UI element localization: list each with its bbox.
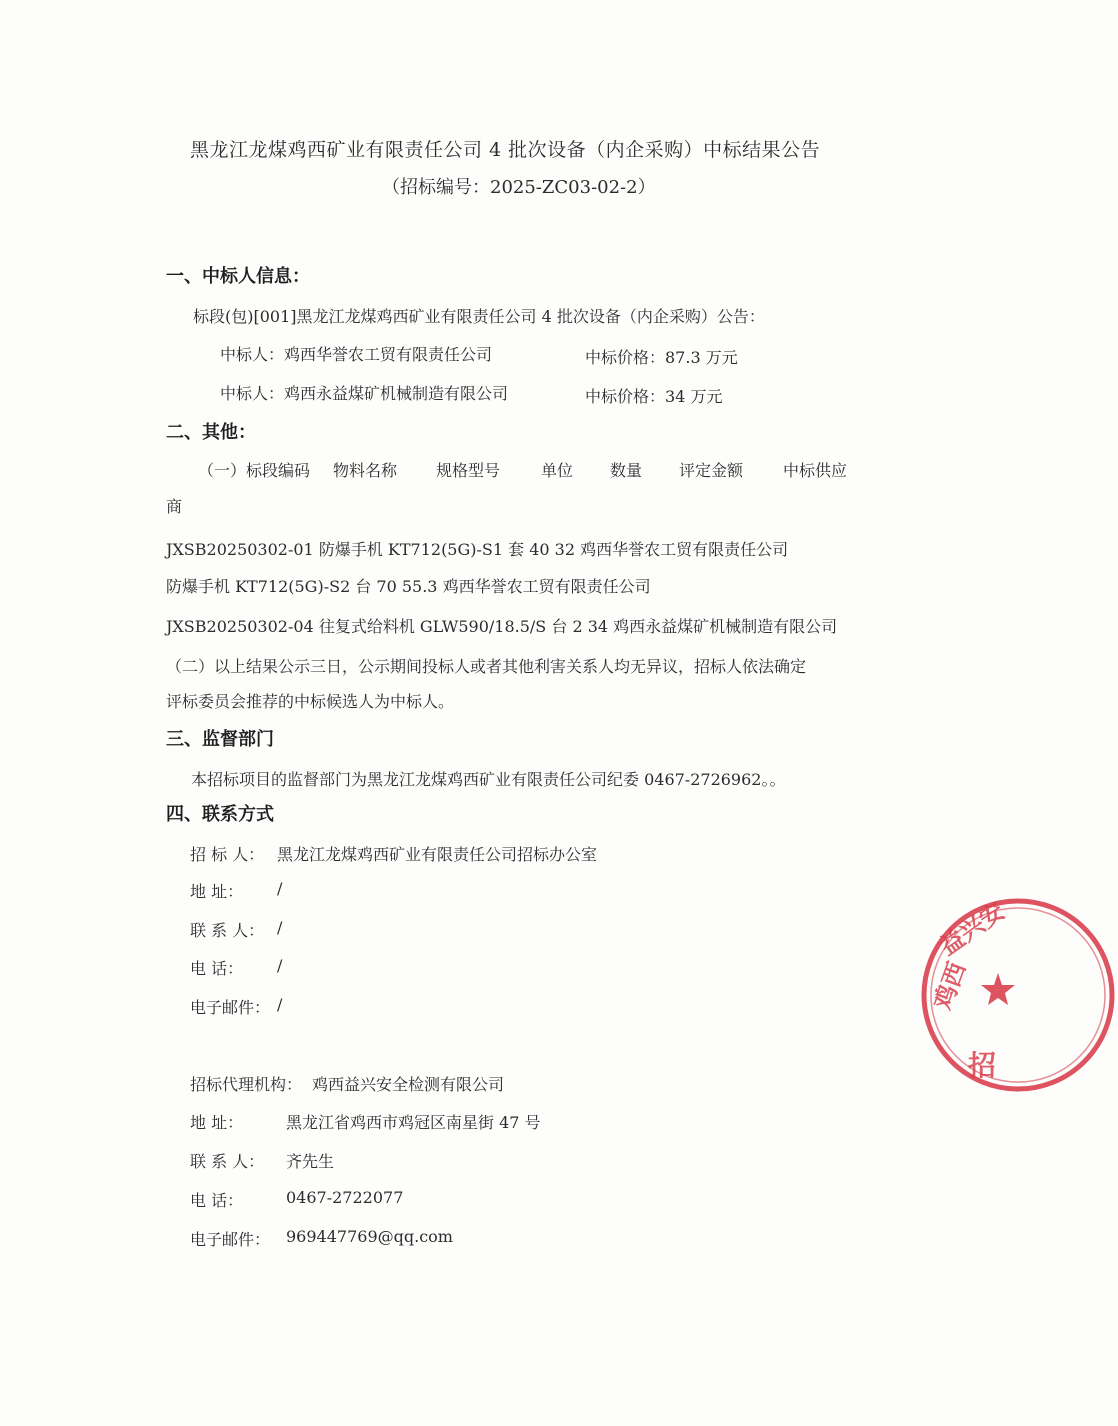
tenderer-label: 招 标 人： bbox=[190, 845, 265, 864]
agency-contact-value: 齐先生 bbox=[286, 1152, 335, 1171]
agency-address-label: 地 址： bbox=[190, 1113, 244, 1132]
col-material-name: 物料名称 bbox=[333, 461, 398, 480]
tenderer-contact-value: / bbox=[277, 918, 283, 937]
agency-email-label: 电子邮件： bbox=[190, 1230, 271, 1249]
agency-contact-label: 联 系 人： bbox=[190, 1152, 265, 1171]
col-quantity: 数量 bbox=[610, 461, 643, 480]
document-title: 黑龙江龙煤鸡西矿业有限责任公司 4 批次设备（内企采购）中标结果公告 bbox=[190, 139, 821, 161]
tenderer-phone-label: 电 话： bbox=[190, 959, 244, 978]
note-line-1: （二）以上结果公示三日，公示期间投标人或者其他利害关系人均无异议，招标人依法确定 bbox=[166, 657, 807, 676]
section1-heading: 一、中标人信息： bbox=[166, 266, 310, 287]
agency-address-value: 黑龙江省鸡西市鸡冠区南星街 47 号 bbox=[286, 1113, 541, 1132]
supervision-text: 本招标项目的监督部门为黑龙江龙煤鸡西矿业有限责任公司纪委 0467-2726962。。 bbox=[191, 770, 786, 789]
table-row: JXSB20250302-04 往复式给料机 GLW590/18.5/S 台 2 34 鸡西永益煤矿机械制造有限公司 bbox=[166, 617, 838, 636]
col-spec: 规格型号 bbox=[436, 461, 501, 480]
tenderer-phone-value: / bbox=[277, 956, 283, 975]
col-lot-code: （一）标段编码 bbox=[198, 461, 311, 480]
section2-heading: 二、其他： bbox=[166, 422, 256, 443]
table-row: 防爆手机 KT712(5G)-S2 台 70 55.3 鸡西华誉农工贸有限责任公司 bbox=[166, 577, 651, 596]
svg-text:招: 招 bbox=[968, 1049, 997, 1082]
section4-heading: 四、联系方式 bbox=[166, 804, 274, 825]
winner-1: 中标人：鸡西华誉农工贸有限责任公司 bbox=[220, 345, 493, 364]
col-supplier: 中标供应 bbox=[783, 461, 848, 480]
tenderer-value: 黑龙江龙煤鸡西矿业有限责任公司招标办公室 bbox=[277, 845, 598, 864]
winner-2: 中标人：鸡西永益煤矿机械制造有限公司 bbox=[220, 384, 509, 403]
agency-label: 招标代理机构： bbox=[190, 1075, 303, 1094]
tenderer-address-value: / bbox=[277, 879, 283, 898]
note-line-2: 评标委员会推荐的中标候选人为中标人。 bbox=[166, 692, 455, 711]
lot-line: 标段(包)[001]黑龙江龙煤鸡西矿业有限责任公司 4 批次设备（内企采购）公告： bbox=[193, 307, 765, 326]
svg-text:鸡西: 鸡西 bbox=[928, 958, 972, 1014]
agency-email-value: 969447769@qq.com bbox=[286, 1227, 453, 1246]
agency-value: 鸡西益兴安全检测有限公司 bbox=[312, 1075, 505, 1094]
winner-2-price: 中标价格：34 万元 bbox=[585, 387, 723, 406]
agency-phone-value: 0467-2722077 bbox=[286, 1188, 404, 1207]
tenderer-address-label: 地 址： bbox=[190, 882, 244, 901]
company-seal-stamp bbox=[918, 895, 1118, 1095]
svg-text:益兴安: 益兴安 bbox=[934, 896, 1010, 961]
agency-phone-label: 电 话： bbox=[190, 1191, 244, 1210]
col-unit: 单位 bbox=[541, 461, 574, 480]
table-header-wrap: 商 bbox=[166, 497, 183, 516]
section3-heading: 三、监督部门 bbox=[166, 729, 274, 750]
tender-number: （招标编号：2025-ZC03-02-2） bbox=[382, 177, 656, 198]
tenderer-email-value: / bbox=[277, 995, 283, 1014]
winner-1-price: 中标价格：87.3 万元 bbox=[585, 348, 738, 367]
tenderer-contact-label: 联 系 人： bbox=[190, 921, 265, 940]
col-amount: 评定金额 bbox=[679, 461, 744, 480]
tenderer-email-label: 电子邮件： bbox=[190, 998, 271, 1017]
table-row: JXSB20250302-01 防爆手机 KT712(5G)-S1 套 40 32 鸡西华誉农工贸有限责任公司 bbox=[166, 540, 789, 559]
